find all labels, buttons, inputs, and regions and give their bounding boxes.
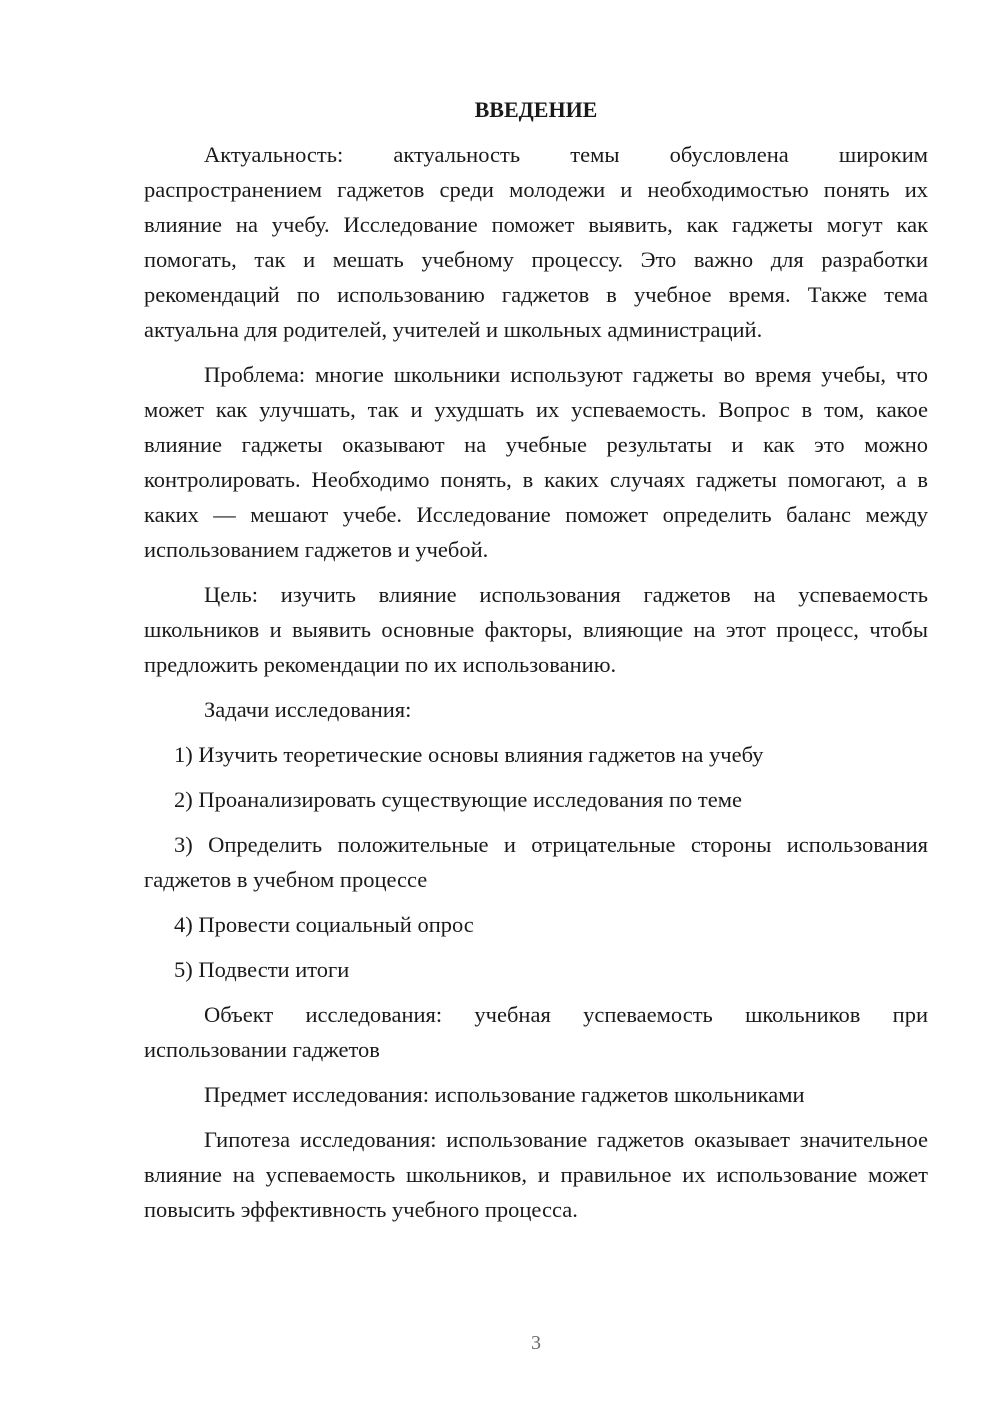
- task-item: 4) Провести социальный опрос: [174, 912, 474, 937]
- task-item: 5) Подвести итоги: [174, 957, 350, 982]
- tasks-heading: Задачи исследования:: [204, 697, 412, 722]
- problem-paragraph: Проблема: многие школьники используют гаджеты во время учебы, что может как улучшать, так и ухудшать их успеваемость. Вопрос в том, какое влияние гаджеты оказывают на учебные результаты и как это можно контролировать. Необходимо понять, в каких случаях гаджеты помогают, а в каких — мешают учебе. Исследование поможет определить баланс между использованием гаджетов и учебой.: [144, 362, 928, 562]
- goal-paragraph: Цель: изучить влияние использования гаджетов на успеваемость школьников и выявить основные факторы, влияющие на этот процесс, чтобы предложить рекомендации по их использованию.: [144, 582, 928, 677]
- task-item: 3) Определить положительные и отрицательные стороны использования гаджетов в учебном процессе: [144, 832, 928, 892]
- task-item: 2) Проанализировать существующие исследования по теме: [174, 787, 742, 812]
- subject-paragraph: Предмет исследования: использование гаджетов школьниками: [204, 1082, 805, 1107]
- hypothesis-paragraph: Гипотеза исследования: использование гаджетов оказывает значительное влияние на успеваемость школьников, и правильное их использование может повысить эффективность учебного процесса.: [144, 1127, 928, 1222]
- object-paragraph: Объект исследования: учебная успеваемость школьников при использовании гаджетов: [144, 1002, 928, 1062]
- page-number: 3: [531, 1332, 541, 1354]
- task-item: 1) Изучить теоретические основы влияния гаджетов на учебу: [174, 742, 764, 767]
- section-heading: ВВЕДЕНИЕ: [474, 97, 598, 122]
- relevance-paragraph: Актуальность: актуальность темы обусловлена широким распространением гаджетов среди молодежи и необходимостью понять их влияние на учебу. Исследование поможет выявить, как гаджеты могут как помогать, так и мешать учебному процессу. Это важно для разработки рекомендаций по использованию гаджетов в учебное время. Также тема актуальна для родителей, учителей и школьных администраций.: [144, 142, 928, 342]
- page-content: [144, 95, 928, 1237]
